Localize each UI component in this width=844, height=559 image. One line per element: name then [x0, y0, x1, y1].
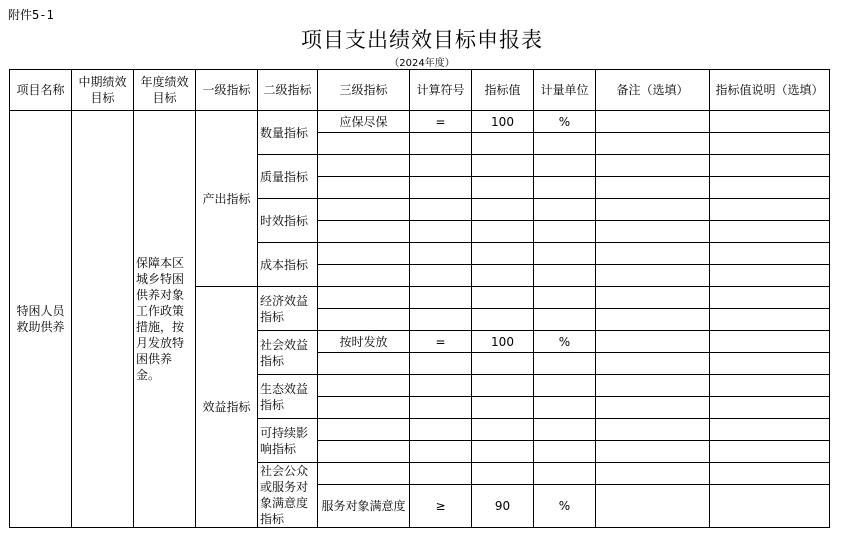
page-subtitle: （2024年度） — [389, 58, 455, 69]
header-level1: 一级指标 — [196, 70, 258, 111]
level2-economic-cell: 经济效益指标 — [258, 287, 318, 331]
unit-cell: % — [534, 485, 596, 528]
symbol-cell — [410, 353, 472, 375]
remark-cell — [596, 221, 710, 243]
value-cell — [472, 441, 534, 463]
level3-cell — [318, 463, 410, 485]
header-calc-symbol: 计算符号 — [410, 70, 472, 111]
symbol-cell — [410, 441, 472, 463]
level3-cell — [318, 309, 410, 331]
symbol-cell — [410, 397, 472, 419]
project-name-cell: 特困人员救助供养 — [10, 111, 72, 528]
level3-cell — [318, 353, 410, 375]
level2-sustainable-cell: 可持续影响指标 — [258, 419, 318, 463]
unit-cell — [534, 155, 596, 177]
remark-cell — [596, 441, 710, 463]
value-cell — [472, 177, 534, 199]
level2-timeliness-cell: 时效指标 — [258, 199, 318, 243]
level2-cost-cell: 成本指标 — [258, 243, 318, 287]
header-project-name: 项目名称 — [10, 70, 72, 111]
value-cell: 100 — [472, 111, 534, 133]
symbol-cell — [410, 155, 472, 177]
value-desc-cell — [710, 353, 830, 375]
remark-cell — [596, 111, 710, 133]
symbol-cell — [410, 243, 472, 265]
unit-cell — [534, 221, 596, 243]
symbol-cell — [410, 419, 472, 441]
value-cell — [472, 221, 534, 243]
remark-cell — [596, 243, 710, 265]
unit-cell: % — [534, 111, 596, 133]
value-desc-cell — [710, 243, 830, 265]
unit-cell — [534, 309, 596, 331]
value-desc-cell — [710, 375, 830, 397]
value-desc-cell — [710, 441, 830, 463]
unit-cell — [534, 397, 596, 419]
performance-goal-table — [9, 69, 830, 528]
value-cell — [472, 287, 534, 309]
value-desc-cell — [710, 265, 830, 287]
attachment-label: 附件5-1 — [8, 8, 54, 22]
remark-cell — [596, 353, 710, 375]
header-unit: 计量单位 — [534, 70, 596, 111]
table-row — [10, 111, 830, 133]
unit-cell — [534, 177, 596, 199]
value-desc-cell — [710, 155, 830, 177]
value-desc-cell — [710, 199, 830, 221]
remark-cell — [596, 265, 710, 287]
level3-cell — [318, 265, 410, 287]
remark-cell — [596, 287, 710, 309]
value-desc-cell — [710, 463, 830, 485]
symbol-cell: = — [410, 111, 472, 133]
unit-cell — [534, 353, 596, 375]
unit-cell — [534, 243, 596, 265]
level2-quantity-cell: 数量指标 — [258, 111, 318, 155]
value-cell — [472, 243, 534, 265]
remark-cell — [596, 485, 710, 528]
level3-cell — [318, 221, 410, 243]
value-desc-cell — [710, 331, 830, 353]
unit-cell — [534, 419, 596, 441]
remark-cell — [596, 199, 710, 221]
header-level3: 三级指标 — [318, 70, 410, 111]
remark-cell — [596, 331, 710, 353]
value-desc-cell — [710, 397, 830, 419]
symbol-cell — [410, 133, 472, 155]
unit-cell — [534, 441, 596, 463]
value-desc-cell — [710, 485, 830, 528]
level3-cell — [318, 397, 410, 419]
value-cell — [472, 309, 534, 331]
symbol-cell — [410, 309, 472, 331]
level1-output-cell: 产出指标 — [196, 111, 258, 287]
header-value-desc: 指标值说明（选填） — [710, 70, 830, 111]
unit-cell — [534, 199, 596, 221]
unit-cell — [534, 265, 596, 287]
value-cell — [472, 353, 534, 375]
level1-benefit-cell: 效益指标 — [196, 287, 258, 528]
unit-cell — [534, 287, 596, 309]
page-title: 项目支出绩效目标申报表 — [301, 28, 543, 52]
value-cell — [472, 265, 534, 287]
symbol-cell — [410, 199, 472, 221]
value-desc-cell — [710, 309, 830, 331]
performance-table-container — [9, 69, 830, 528]
remark-cell — [596, 177, 710, 199]
remark-cell — [596, 463, 710, 485]
symbol-cell — [410, 463, 472, 485]
remark-cell — [596, 419, 710, 441]
value-cell — [472, 199, 534, 221]
level3-cell — [318, 287, 410, 309]
level3-cell — [318, 199, 410, 221]
header-remark: 备注（选填） — [596, 70, 710, 111]
value-cell — [472, 463, 534, 485]
value-cell — [472, 397, 534, 419]
header-mid-term-goal: 中期绩效目标 — [72, 70, 134, 111]
symbol-cell — [410, 177, 472, 199]
level2-social-cell: 社会效益指标 — [258, 331, 318, 375]
level3-cell: 服务对象满意度 — [318, 485, 410, 528]
level3-cell: 应保尽保 — [318, 111, 410, 133]
level2-ecological-cell: 生态效益指标 — [258, 375, 318, 419]
annual-goal-cell: 保障本区城乡特困供养对象工作政策措施，按月发放特困供养金。 — [134, 111, 196, 528]
level3-cell — [318, 155, 410, 177]
remark-cell — [596, 133, 710, 155]
level2-quality-cell: 质量指标 — [258, 155, 318, 199]
symbol-cell: = — [410, 331, 472, 353]
mid-term-goal-cell — [72, 111, 134, 528]
remark-cell — [596, 309, 710, 331]
level3-cell — [318, 177, 410, 199]
header-row — [10, 70, 830, 111]
level3-cell — [318, 133, 410, 155]
unit-cell — [534, 463, 596, 485]
value-cell — [472, 419, 534, 441]
header-indicator-value: 指标值 — [472, 70, 534, 111]
unit-cell: % — [534, 331, 596, 353]
header-level2: 二级指标 — [258, 70, 318, 111]
symbol-cell — [410, 221, 472, 243]
remark-cell — [596, 397, 710, 419]
level3-cell — [318, 375, 410, 397]
value-desc-cell — [710, 177, 830, 199]
value-desc-cell — [710, 221, 830, 243]
value-desc-cell — [710, 133, 830, 155]
header-annual-goal: 年度绩效目标 — [134, 70, 196, 111]
value-cell: 90 — [472, 485, 534, 528]
symbol-cell — [410, 375, 472, 397]
value-cell — [472, 375, 534, 397]
remark-cell — [596, 375, 710, 397]
value-desc-cell — [710, 287, 830, 309]
symbol-cell — [410, 287, 472, 309]
level3-cell — [318, 441, 410, 463]
level3-cell — [318, 243, 410, 265]
level3-cell: 按时发放 — [318, 331, 410, 353]
unit-cell — [534, 133, 596, 155]
value-cell — [472, 155, 534, 177]
unit-cell — [534, 375, 596, 397]
symbol-cell — [410, 265, 472, 287]
symbol-cell: ≥ — [410, 485, 472, 528]
value-desc-cell — [710, 419, 830, 441]
value-cell: 100 — [472, 331, 534, 353]
remark-cell — [596, 155, 710, 177]
value-cell — [472, 133, 534, 155]
level3-cell — [318, 419, 410, 441]
value-desc-cell — [710, 111, 830, 133]
level2-satisfaction-cell: 社会公众或服务对象满意度指标 — [258, 463, 318, 528]
